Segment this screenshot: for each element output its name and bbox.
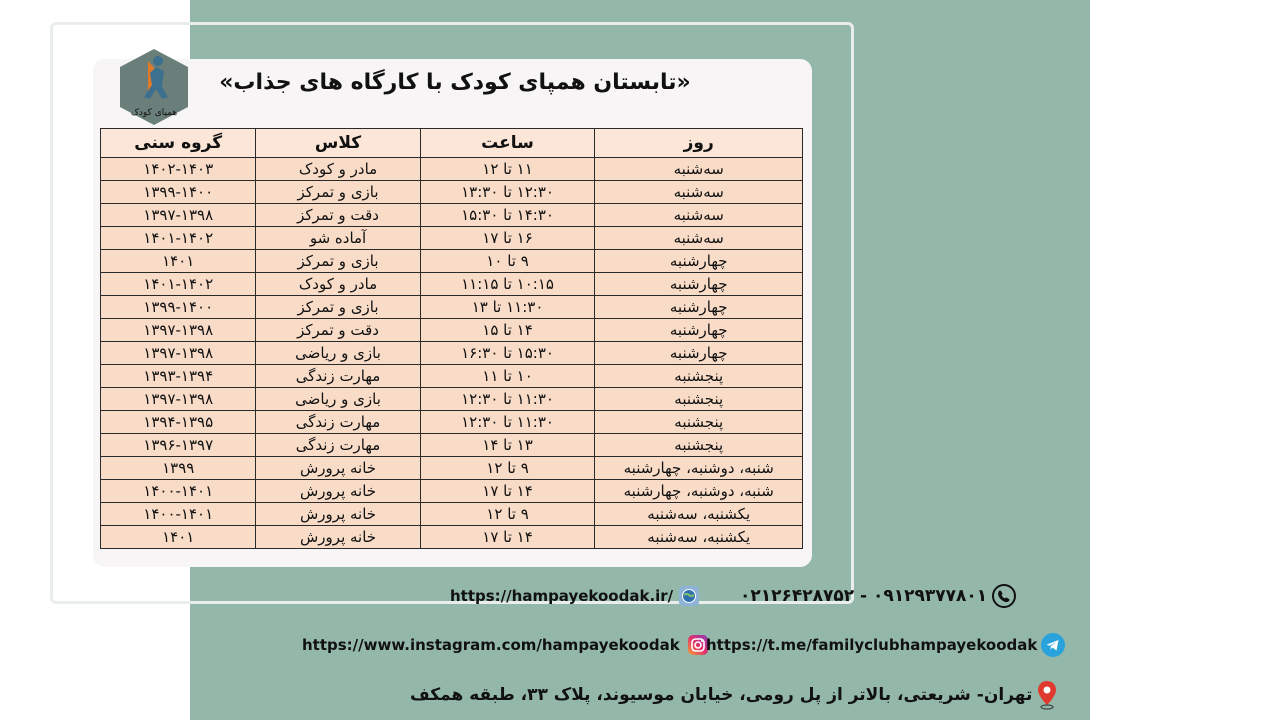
cell-time: ۱۱:۳۰ تا ۱۲:۳۰	[420, 388, 595, 411]
telegram-link[interactable]: https://t.me/familyclubhampayekoodak	[706, 636, 1038, 654]
website-contact[interactable]	[450, 586, 699, 606]
cell-day: یکشنبه، سه‌شنبه	[595, 503, 803, 526]
instagram-contact[interactable]	[302, 635, 708, 655]
cell-time: ۱۰:۱۵ تا ۱۱:۱۵	[420, 273, 595, 296]
cell-age-group: ۱۳۹۳-۱۳۹۴	[101, 365, 256, 388]
table-row	[101, 388, 803, 411]
header-class: کلاس	[256, 129, 420, 158]
cell-time: ۱۴ تا ۱۵	[420, 319, 595, 342]
cell-time: ۱۰ تا ۱۱	[420, 365, 595, 388]
page-title: «تابستان همپای کودک با کارگاه های جذاب»	[219, 70, 691, 95]
table-row	[101, 503, 803, 526]
cell-age-group: ۱۴۰۱-۱۴۰۲	[101, 227, 256, 250]
cell-time: ۱۶ تا ۱۷	[420, 227, 595, 250]
table-row	[101, 296, 803, 319]
cell-day: شنبه، دوشنبه، چهارشنبه	[595, 457, 803, 480]
cell-day: پنجشنبه	[595, 388, 803, 411]
phone-icon	[991, 583, 1017, 609]
table-row	[101, 204, 803, 227]
cell-class: بازی و ریاضی	[256, 342, 420, 365]
cell-class: بازی و تمرکز	[256, 296, 420, 319]
cell-class: مهارت زندگی	[256, 365, 420, 388]
cell-time: ۹ تا ۱۲	[420, 457, 595, 480]
table-row	[101, 250, 803, 273]
location-pin-icon	[1036, 680, 1058, 710]
cell-class: دقت و تمرکز	[256, 319, 420, 342]
instagram-icon	[688, 635, 708, 655]
cell-class: خانه پرورش	[256, 480, 420, 503]
cell-class: آماده شو	[256, 227, 420, 250]
cell-age-group: ۱۴۰۰-۱۴۰۱	[101, 480, 256, 503]
cell-class: خانه پرورش	[256, 457, 420, 480]
header-day: روز	[595, 129, 803, 158]
schedule-table	[100, 128, 803, 549]
cell-day: چهارشنبه	[595, 342, 803, 365]
telegram-contact[interactable]	[706, 633, 1065, 657]
cell-class: بازی و ریاضی	[256, 388, 420, 411]
cell-day: پنجشنبه	[595, 411, 803, 434]
cell-class: مهارت زندگی	[256, 411, 420, 434]
cell-class: مادر و کودک	[256, 273, 420, 296]
cell-time: ۱۱ تا ۱۲	[420, 158, 595, 181]
header-time: ساعت	[420, 129, 595, 158]
cell-class: بازی و تمرکز	[256, 181, 420, 204]
cell-time: ۱۵:۳۰ تا ۱۶:۳۰	[420, 342, 595, 365]
table-row	[101, 457, 803, 480]
cell-day: چهارشنبه	[595, 250, 803, 273]
phone-contact	[740, 583, 1017, 609]
instagram-link[interactable]: https://www.instagram.com/hampayekoodak	[302, 636, 680, 654]
table-row	[101, 342, 803, 365]
cell-day: چهارشنبه	[595, 296, 803, 319]
cell-age-group: ۱۳۹۶-۱۳۹۷	[101, 434, 256, 457]
cell-time: ۱۴:۳۰ تا ۱۵:۳۰	[420, 204, 595, 227]
cell-day: پنجشنبه	[595, 365, 803, 388]
website-link[interactable]: https://hampayekoodak.ir/	[450, 587, 674, 605]
cell-time: ۱۱:۳۰ تا ۱۳	[420, 296, 595, 319]
table-row	[101, 181, 803, 204]
logo-text: همپای کودک	[130, 108, 178, 118]
cell-day: سه‌شنبه	[595, 181, 803, 204]
globe-icon	[679, 586, 699, 606]
cell-day: سه‌شنبه	[595, 158, 803, 181]
cell-age-group: ۱۳۹۷-۱۳۹۸	[101, 319, 256, 342]
cell-age-group: ۱۴۰۲-۱۴۰۳	[101, 158, 256, 181]
table-row	[101, 273, 803, 296]
table-row	[101, 365, 803, 388]
cell-time: ۱۳ تا ۱۴	[420, 434, 595, 457]
cell-class: مهارت زندگی	[256, 434, 420, 457]
cell-day: چهارشنبه	[595, 273, 803, 296]
cell-age-group: ۱۴۰۱-۱۴۰۲	[101, 273, 256, 296]
cell-age-group: ۱۳۹۷-۱۳۹۸	[101, 342, 256, 365]
address-contact	[410, 680, 1058, 710]
cell-time: ۱۴ تا ۱۷	[420, 526, 595, 549]
cell-day: شنبه، دوشنبه، چهارشنبه	[595, 480, 803, 503]
cell-class: بازی و تمرکز	[256, 250, 420, 273]
cell-age-group: ۱۴۰۱	[101, 250, 256, 273]
hampayekoodak-logo	[118, 47, 190, 127]
cell-class: خانه پرورش	[256, 526, 420, 549]
cell-age-group: ۱۳۹۷-۱۳۹۸	[101, 204, 256, 227]
cell-time: ۱۱:۳۰ تا ۱۲:۳۰	[420, 411, 595, 434]
cell-age-group: ۱۳۹۹-۱۴۰۰	[101, 181, 256, 204]
cell-class: خانه پرورش	[256, 503, 420, 526]
table-row	[101, 158, 803, 181]
cell-day: چهارشنبه	[595, 319, 803, 342]
cell-age-group: ۱۳۹۹	[101, 457, 256, 480]
logo-figure-head	[153, 56, 163, 66]
address-text: تهران- شریعتی، بالاتر از پل رومی، خیابان موسیوند، پلاک ۳۳، طبقه همکف	[410, 685, 1033, 705]
cell-age-group: ۱۳۹۹-۱۴۰۰	[101, 296, 256, 319]
table-row	[101, 526, 803, 549]
table-row	[101, 480, 803, 503]
cell-time: ۹ تا ۱۲	[420, 503, 595, 526]
cell-age-group: ۱۳۹۴-۱۳۹۵	[101, 411, 256, 434]
cell-age-group: ۱۴۰۱	[101, 526, 256, 549]
cell-time: ۹ تا ۱۰	[420, 250, 595, 273]
table-row	[101, 411, 803, 434]
cell-day: سه‌شنبه	[595, 227, 803, 250]
cell-day: پنجشنبه	[595, 434, 803, 457]
table-row	[101, 227, 803, 250]
table-header-row	[101, 129, 803, 158]
telegram-icon	[1041, 633, 1065, 657]
cell-time: ۱۴ تا ۱۷	[420, 480, 595, 503]
cell-day: سه‌شنبه	[595, 204, 803, 227]
cell-class: دقت و تمرکز	[256, 204, 420, 227]
cell-day: یکشنبه، سه‌شنبه	[595, 526, 803, 549]
cell-age-group: ۱۴۰۰-۱۴۰۱	[101, 503, 256, 526]
cell-time: ۱۲:۳۰ تا ۱۳:۳۰	[420, 181, 595, 204]
cell-age-group: ۱۳۹۷-۱۳۹۸	[101, 388, 256, 411]
header-age-group: گروه سنی	[101, 129, 256, 158]
table-row	[101, 434, 803, 457]
cell-class: مادر و کودک	[256, 158, 420, 181]
phone-numbers: ۰۲۱۲۶۴۲۸۷۵۲ - ۰۹۱۲۹۳۷۷۸۰۱	[740, 586, 988, 606]
table-row	[101, 319, 803, 342]
